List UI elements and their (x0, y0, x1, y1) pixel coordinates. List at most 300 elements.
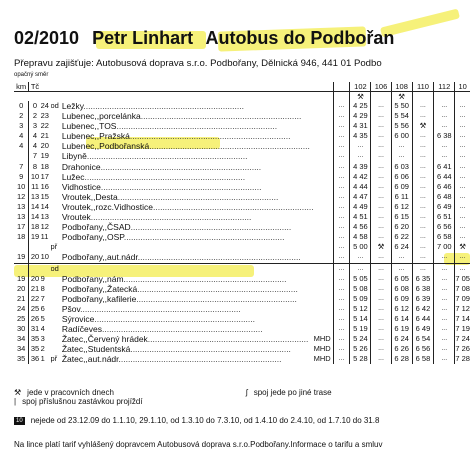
row-od: od (50, 101, 59, 110)
pipe-icon: | (14, 397, 17, 406)
table-row (14, 274, 470, 284)
row-time: ... (333, 182, 350, 192)
row-km: 20 (16, 283, 26, 293)
row-time: 4 35 (350, 131, 371, 141)
row-station (60, 304, 314, 314)
station-name: Podbořany,,Žatecká ..... (62, 284, 298, 294)
row-time: ... (412, 101, 434, 111)
row-time: 5 05 (350, 274, 371, 284)
row-time: 6 15 (391, 212, 412, 222)
trace-icon: ʃ (245, 388, 248, 397)
row-index: 23 (40, 111, 49, 121)
row-mhd (314, 212, 334, 222)
row-time: ... (455, 232, 470, 242)
row-time: ... (412, 111, 434, 121)
row-km: 30 (16, 324, 26, 334)
row-time: 6 11 (391, 192, 412, 202)
row-time: ... (455, 222, 470, 232)
row-index: 20 (40, 141, 49, 151)
hammer-icon: ⚒ (350, 92, 371, 102)
row-tc: 4 (29, 131, 41, 141)
legend (14, 388, 332, 406)
row-od (51, 324, 60, 334)
row-od (51, 274, 60, 284)
row-index: 2 (40, 344, 45, 354)
station-name: Lužec ..... (62, 172, 245, 182)
row-od (51, 252, 60, 263)
row-mhd (314, 151, 334, 161)
row-od (51, 222, 60, 232)
row-tc: 22 (30, 293, 40, 303)
row-time: 4 29 (350, 111, 371, 121)
row-index: 8 (40, 283, 45, 293)
row-index: 1 (40, 354, 45, 364)
table-row (14, 172, 470, 182)
row-time: ... (455, 162, 470, 172)
row-time: ... (371, 324, 391, 334)
row-time: 6 19 (391, 324, 412, 334)
row-time: ... (391, 141, 412, 151)
station-name: Vidhostice ..... (62, 182, 262, 192)
table-row (14, 252, 470, 263)
table-row (14, 334, 470, 344)
table-row (14, 121, 470, 131)
row-index (41, 263, 51, 274)
row-time: ... (434, 304, 455, 314)
row-time: 7 28 (455, 354, 470, 364)
row-mhd (314, 252, 334, 263)
row-mhd (314, 141, 334, 151)
row-time: ... (455, 141, 470, 151)
row-tc: 25 (30, 303, 40, 313)
row-time: ... (434, 314, 455, 324)
row-time: 5 54 (391, 111, 412, 121)
row-km: 25 (16, 313, 26, 323)
row-time: ... (371, 141, 391, 151)
row-time: 5 12 (350, 304, 371, 314)
row-time: ... (455, 202, 470, 212)
row-station (60, 111, 314, 121)
station-name: Vroutek,,Desta ..... (62, 192, 279, 202)
table-row (14, 101, 470, 111)
row-time: ... (371, 162, 391, 172)
row-time: ... (333, 131, 350, 141)
trip-header: 106 (371, 82, 391, 92)
row-time: ... (434, 252, 455, 263)
row-time: ... (412, 192, 434, 202)
row-time: ... (371, 172, 391, 182)
row-index: 13 (40, 212, 49, 222)
table-row (14, 182, 470, 192)
row-time: 7 05 (455, 273, 470, 283)
station-name: Podbořany,,ČSAD ..... (62, 222, 291, 232)
row-tc: 18 (30, 222, 40, 232)
row-time: 5 00 (350, 242, 371, 252)
row-station (60, 202, 314, 212)
row-time: ... (434, 141, 455, 151)
row-time: ... (371, 354, 391, 364)
row-station (60, 121, 314, 131)
timetable-number: 02/2010 (14, 28, 80, 48)
row-tc (29, 263, 41, 274)
row-time: ... (333, 202, 350, 212)
row-index: 19 (40, 151, 49, 161)
row-od (51, 141, 60, 151)
row-time: 4 39 (350, 162, 371, 172)
validity-code: 10 (16, 417, 23, 424)
row-time: ... (333, 344, 350, 354)
row-station (60, 222, 314, 232)
row-time: ... (455, 151, 470, 161)
row-time: ... (434, 294, 455, 304)
row-km: 18 (16, 232, 26, 242)
hammer-icon: ⚒ (14, 388, 22, 397)
row-time: 5 08 (350, 284, 371, 294)
table-row (14, 294, 470, 304)
row-tc: 26 (30, 313, 40, 323)
row-time: ... (333, 314, 350, 324)
row-time: ... (455, 101, 470, 111)
station-name: Podbořany,,aut.nádr. ..... (62, 252, 301, 262)
row-time: 6 05 (391, 274, 412, 284)
row-time: ... (333, 263, 350, 274)
station-name: Podbořany,,nám. ..... (62, 274, 287, 284)
row-time: 5 56 (391, 121, 412, 131)
row-time: ... (371, 101, 391, 111)
route-title: Autobus do Podbořan (205, 28, 395, 48)
row-station (60, 284, 314, 294)
row-time: ... (434, 344, 455, 354)
row-index: 9 (40, 273, 45, 283)
row-time: ... (333, 304, 350, 314)
station-name: Radíčeves ..... (62, 324, 263, 334)
row-time: 6 26 (391, 344, 412, 354)
row-mhd (314, 304, 334, 314)
operator-line: Přepravu zajišťuje: Autobusová doprava s.r.o. Podbořany, Dělnická 946, 441 01 Podbo (14, 58, 382, 69)
row-od (51, 131, 60, 141)
row-mhd (314, 192, 334, 202)
row-time: ... (455, 172, 470, 182)
row-index: 3 (40, 334, 45, 344)
col-km: km (14, 82, 29, 92)
row-time: ... (434, 111, 455, 121)
row-index: 18 (40, 161, 49, 171)
row-km: 19 (14, 252, 29, 263)
row-km: 10 (16, 181, 26, 191)
row-station (60, 232, 314, 242)
row-time: 4 58 (350, 232, 371, 242)
row-time: ... (333, 252, 350, 263)
station-name: Pšov ..... (62, 304, 241, 314)
row-time: ... (434, 121, 455, 131)
row-station (60, 162, 314, 172)
row-od (51, 182, 60, 192)
station-name: Podbořany,,OSP ..... (62, 232, 285, 242)
row-km: 34 (16, 334, 26, 344)
hammer-icon (455, 92, 470, 102)
row-time: ... (412, 232, 434, 242)
header-spacer (41, 82, 334, 92)
row-time: 6 58 (412, 354, 434, 364)
row-km: 17 (16, 222, 26, 232)
row-mhd (314, 314, 334, 324)
row-tc: 14 (30, 201, 40, 211)
row-time: 6 38 (434, 131, 455, 141)
row-index (41, 242, 51, 252)
row-tc: 14 (30, 212, 40, 222)
col-tc: Tč (30, 82, 40, 91)
row-index: 21 (40, 131, 49, 141)
station-name: Lubenec,,TOS ..... (62, 121, 277, 131)
row-od (51, 121, 60, 131)
row-tc: 35 (30, 344, 40, 354)
row-time: 4 56 (350, 222, 371, 232)
station-name: Lubenec,,Pražská ..... (62, 131, 291, 141)
row-time: ... (333, 232, 350, 242)
row-time: ... (412, 151, 434, 161)
row-tc: 19 (30, 232, 40, 242)
row-time: 6 41 (434, 162, 455, 172)
row-time: 6 35 (412, 274, 434, 284)
tariff-note: Na lince platí tarif vyhlášený dopravcem Autobusová doprava s.r.o.Podbořany.Informace o tarifu a smluv (14, 440, 383, 449)
row-station (60, 294, 314, 304)
row-time: 7 09 (455, 293, 470, 303)
row-time: ... (412, 141, 434, 151)
hammer-icon (412, 92, 434, 102)
row-time: ... (434, 263, 455, 274)
row-od (51, 294, 60, 304)
row-mhd: MHD (314, 344, 334, 354)
row-index: 24 (40, 101, 49, 110)
row-time: ... (371, 121, 391, 131)
row-time: ... (371, 192, 391, 202)
row-time: ... (412, 162, 434, 172)
row-od (51, 202, 60, 212)
table-row (14, 111, 470, 121)
row-time: 6 42 (412, 304, 434, 314)
row-time: ⚒ (455, 242, 470, 252)
table-row (14, 242, 470, 252)
row-time: 6 51 (434, 212, 455, 222)
row-time: ... (333, 192, 350, 202)
row-time: ... (391, 151, 412, 161)
row-time: 5 14 (350, 314, 371, 324)
row-time: ... (371, 131, 391, 141)
row-time: ... (455, 252, 470, 263)
row-time: 7 24 (455, 334, 470, 344)
row-mhd (314, 294, 334, 304)
row-time: 6 12 (391, 304, 412, 314)
table-row (14, 263, 470, 274)
row-time: ⚒ (371, 242, 391, 252)
opposite-direction-label: opačný směr (14, 72, 49, 78)
legend-stop: spoj příslušnou zastávkou projíždí (22, 397, 143, 406)
row-tc: 20 (30, 273, 40, 283)
row-time: 6 56 (434, 222, 455, 232)
row-time: 7 12 (455, 303, 470, 313)
station-name: Drahonice ..... (62, 162, 261, 172)
table-row (14, 162, 470, 172)
row-km: 13 (16, 212, 26, 222)
row-time: 4 51 (350, 212, 371, 222)
row-km: 2 (19, 111, 24, 121)
hammer-icon: ⚒ (391, 92, 412, 102)
row-od (51, 344, 60, 354)
row-time: 6 46 (434, 182, 455, 192)
trip-header: 10 (455, 82, 470, 92)
row-time: 4 47 (350, 192, 371, 202)
row-tc: 35 (30, 334, 40, 344)
row-mhd (314, 263, 334, 274)
row-station (60, 242, 314, 252)
station-name: Libyně ..... (62, 151, 248, 161)
row-km: 9 (19, 171, 24, 181)
row-time: 5 09 (350, 294, 371, 304)
row-index: 5 (40, 313, 45, 323)
row-od: př (50, 354, 58, 364)
row-mhd (314, 284, 334, 294)
row-station (60, 141, 314, 151)
table-row (14, 141, 470, 151)
table-row (14, 151, 470, 161)
validity-text: nejede od 23.12.09 do 1.1.10, 29.1.10, od 1.3.10 do 7.3.10, od 1.4.10 do 2.4.10, od 1.7.10 do 31.8 (30, 416, 380, 425)
row-time: ... (371, 263, 391, 274)
row-time: 6 22 (391, 232, 412, 242)
row-mhd (314, 202, 334, 212)
row-time: ... (455, 212, 470, 222)
row-time: ... (371, 202, 391, 212)
row-time: ... (412, 172, 434, 182)
row-time: 7 26 (455, 344, 470, 354)
row-time: ... (434, 274, 455, 284)
row-station (60, 314, 314, 324)
table-row (14, 131, 470, 141)
row-station (60, 334, 314, 344)
row-time: 6 09 (391, 182, 412, 192)
row-tc: 31 (30, 324, 40, 334)
row-time: 6 12 (391, 202, 412, 212)
row-time: ... (412, 131, 434, 141)
row-km: 12 (16, 191, 26, 201)
row-time: ... (350, 151, 371, 161)
row-od (51, 284, 60, 294)
row-time: ... (333, 222, 350, 232)
row-time: 5 26 (350, 344, 371, 354)
station-name: Žatec,,Červený hrádek ..... (62, 334, 309, 344)
row-time: 6 44 (412, 314, 434, 324)
row-mhd (314, 324, 334, 334)
row-time: ... (333, 162, 350, 172)
row-time: 4 42 (350, 172, 371, 182)
row-time: ... (333, 324, 350, 334)
row-time: 7 08 (455, 283, 470, 293)
row-time: 6 09 (391, 294, 412, 304)
row-od (51, 334, 60, 344)
row-time: 5 19 (350, 324, 371, 334)
row-time: ... (455, 111, 470, 121)
row-time: 6 08 (391, 284, 412, 294)
legend-workday: jede v pracovních dnech (27, 388, 114, 397)
row-time: ... (455, 121, 470, 131)
table-row (14, 232, 470, 242)
row-km: 21 (16, 293, 26, 303)
row-tc: 21 (30, 283, 40, 293)
row-tc: 11 (29, 182, 41, 192)
row-km (14, 242, 29, 252)
row-tc: 10 (30, 171, 40, 181)
station-name: Ležky ..... (62, 101, 244, 111)
station-name: Vroutek ..... (62, 212, 252, 222)
row-od: od (50, 263, 59, 273)
row-mhd (314, 131, 334, 141)
row-index: 7 (40, 293, 45, 303)
row-time: ... (333, 354, 350, 364)
row-time: ... (371, 151, 391, 161)
row-index: 6 (40, 303, 45, 313)
row-mhd (314, 274, 334, 284)
row-index: 10 (40, 252, 49, 262)
station-name: Sýrovice ..... (62, 314, 255, 324)
table-row (14, 222, 470, 232)
row-time: 6 14 (391, 314, 412, 324)
row-od (51, 151, 60, 161)
row-time: ... (333, 242, 350, 252)
row-time: ... (333, 151, 350, 161)
hammer-icon (371, 92, 391, 102)
row-time: ... (333, 274, 350, 284)
row-tc: 8 (29, 162, 41, 172)
row-time: ... (391, 263, 412, 274)
row-time: 6 44 (434, 172, 455, 182)
trip-header: 110 (412, 82, 434, 92)
row-time: ... (455, 131, 470, 141)
row-time: ... (371, 284, 391, 294)
row-time: 6 56 (412, 344, 434, 354)
row-time: 6 20 (391, 222, 412, 232)
row-time: ... (350, 263, 371, 274)
row-tc: 20 (30, 252, 40, 262)
row-time: ... (371, 212, 391, 222)
row-time: 6 49 (412, 324, 434, 334)
row-time: ... (371, 294, 391, 304)
station-name: Žatec,,aut.nádr. ..... (62, 354, 282, 364)
row-time: ... (391, 252, 412, 263)
row-mhd (314, 242, 334, 252)
row-tc: 7 (29, 151, 41, 161)
row-tc (29, 242, 41, 252)
row-tc: 13 (30, 191, 40, 201)
row-mhd (314, 121, 334, 131)
table-row (14, 284, 470, 294)
row-time: 6 38 (412, 284, 434, 294)
row-mhd (314, 101, 334, 111)
row-tc: 4 (29, 141, 41, 151)
row-km: 4 (19, 131, 24, 141)
row-time: ... (412, 222, 434, 232)
row-od: př (50, 242, 58, 252)
row-km: 24 (16, 303, 26, 313)
row-tc: 36 (30, 354, 40, 364)
trip-header: 112 (434, 82, 455, 92)
row-time: ... (371, 344, 391, 354)
row-time: 4 31 (350, 121, 371, 131)
row-mhd (314, 222, 334, 232)
station-name: Lubenec,,porcelánka ..... (62, 111, 302, 121)
row-time: ... (371, 314, 391, 324)
row-time: ... (333, 334, 350, 344)
row-time: ... (333, 121, 350, 131)
row-time: 6 39 (412, 294, 434, 304)
